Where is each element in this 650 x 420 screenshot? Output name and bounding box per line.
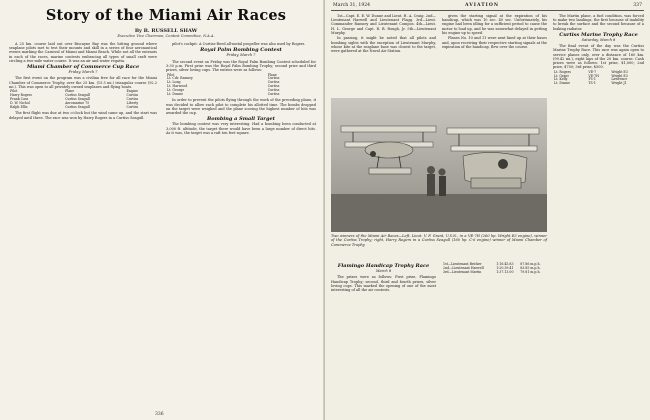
table-cell: Plane: [65, 89, 75, 94]
paragraph: In passing, it might be noted that all pilots and bombing sights with the exception of Lieutenant Murphy, whose kite at the seaplane base was closest to the target, were gathered at the Naval Air Station.: [331, 36, 436, 54]
table-cell: Curtiss: [126, 97, 139, 102]
table-cell: TS-1: [588, 77, 596, 82]
paragraph: The prizes were as follows: First prize, Flamingo Handicap Trophy; second, third and fourth prizes, silver loving cups. This marked the opening of one of the most interesting of all the air contests.: [331, 275, 436, 293]
table-cell: 1:37.13.00: [496, 269, 514, 274]
paragraph: The bombing contest was very interesting. Had a bombing been conducted at 3,000 ft. altitude, the target there would have been a large number of direct hits. As it was, the target was a raft ten feet square.: [166, 122, 316, 135]
table-cell: Engine: [126, 89, 138, 94]
right-column-1-top: [331, 14, 436, 96]
table-row: [9, 106, 157, 110]
table-cell: Lt. Rogers: [554, 69, 571, 74]
magazine-name: AVIATION: [465, 3, 500, 8]
table-cell: Pilot: [167, 72, 175, 77]
table-cell: 1:16.45.83: [496, 262, 514, 266]
table-cell: D. W. Nichol: [10, 100, 30, 105]
page-number-left: 336: [155, 412, 164, 417]
paragraph: pilot's cockpit. A Curtiss-Reed all-metal propeller was also used by Rogers.: [172, 42, 306, 46]
table-cell: Aeromarine 75: [65, 100, 90, 105]
table-cell: Liberty: [126, 100, 139, 105]
paragraph: The second event on Friday was the Royal Palm Bombing Contest scheduled for 3:30 p.m. First prize was the Royal Palm Bombing Trophy; second prize and third prizes, silver loving cups. The entries were as follows:: [166, 59, 316, 73]
table-cell: Lt. Harwood: [167, 84, 188, 88]
paragraph: The first flight was due at two o'clock but the wind came up, and the start was delayed until three. The race was won by Harry Rogers in a Curtiss Seagull.: [9, 111, 157, 120]
section-date: Friday, March 7: [226, 53, 256, 58]
table-cell: 1:20.39.41: [496, 265, 514, 270]
table-cell: Curtiss Seagull: [65, 93, 90, 98]
table-cell: 83.85 m.p.h.: [520, 265, 541, 270]
table-cell: Lt. Dunne: [167, 91, 184, 96]
entries-table: [9, 90, 157, 109]
table-cell: Frank Cass: [10, 97, 29, 102]
table-cell: 79.81 m.p.h.: [520, 269, 541, 274]
seaplanes-photo: [331, 98, 547, 232]
table-cell: Plane: [267, 72, 277, 77]
table-cell: VE-7: [588, 69, 597, 74]
right-column-2-top: [442, 14, 547, 96]
table-cell: 1st—Lieutenant Bricker: [443, 262, 482, 266]
article-title: Story of the Miami Air Races: [45, 7, 287, 24]
table-cell: Lt. Long: [167, 80, 181, 85]
table-cell: Curtiss: [267, 76, 280, 81]
table-cell: Curtiss: [126, 93, 139, 98]
entries-table: [553, 71, 644, 86]
results-paragraph: 1st—Capt. E. E. W. Dunne and Lieut. H. A. Craig. 2nd—Lieutenant Harwell and Lieutenant Flagg. 3rd—Lieut. Commander Ramsey and Lieutenant Compos. 4th—Lieut. H. L. George and Capt. R. B. Rough, Jr. 5th—Lieutenant Murphy.: [331, 14, 436, 35]
section-heading-royal-palm: Royal Palm Bombing Contest: [200, 47, 282, 54]
section-heading-small-target: Bombing a Small Target: [207, 116, 275, 123]
paragraph: The Martin plane, a fuel condition, was forced to make two landings, the first because of inability to break the surface and the second because of a leaking radiator.: [553, 14, 644, 31]
paragraph: The first event on the program was a civilian free for all race for the Miami Chamber of Commerce Trophy, over the 25 km. (15.5 mi.) triangular course (92.2 mi.). This was open to all privately owned seaplanes and flying boats.: [9, 76, 157, 89]
table-cell: Curtiss: [267, 84, 280, 88]
section-date: Saturday, March 8: [581, 38, 616, 43]
table-cell: Curtiss: [267, 80, 280, 85]
table-row: [166, 93, 316, 97]
table-cell: Curtiss: [126, 104, 139, 109]
photo-caption: Two winners of the Miami Air Races—Left, Lieut. V. F. Grant, U.S.N., in a VE-7H (260 hp. Wright E3 engine), winner of the Curtiss Trophy; right, Harry Rogers in a Curtiss Seagull (160 hp. C-6 engine) winner of Miami Chamber of Commerce Trophy: [331, 234, 547, 247]
table-cell: VE-7H: [588, 73, 599, 78]
byline: By B. RUSSELL SHAW: [134, 28, 198, 34]
table-cell: Harry Rogers: [10, 93, 32, 98]
table-cell: Pilot: [10, 89, 18, 94]
table-row: [442, 271, 547, 275]
table-cell: Lt. Grant: [554, 73, 569, 78]
table-cell: Curtiss Seagull: [65, 97, 90, 102]
results-table: [442, 263, 547, 274]
section-date: Friday, March 7: [68, 70, 98, 75]
table-cell: Ralph Ellis: [10, 104, 28, 109]
table-cell: 2nd—Lieutenant Harwell: [443, 265, 484, 270]
table-cell: 87.86 m.p.h.: [520, 262, 541, 266]
right-column-1-bottom: [331, 262, 436, 412]
table-cell: Curtiss Seagull: [65, 104, 90, 109]
byline-role: Executive Vice Chairman, Contest Committee, N.A.A.: [117, 34, 215, 38]
intro-paragraph: A 25 km. course laid out over Biscayne Bay was the hitting ground where seaplane pilots met to test their mounts and skill in a series of four aeronautical events marking the Carnival of Miami and Miami Beach. While not all the entrants in each of the races, marine contests embracing all types of small craft were circling a two-mile water course. It was an air and water regatta.: [9, 42, 157, 63]
left-column-1: [9, 42, 157, 412]
table-cell: Curtiss: [267, 91, 280, 96]
section-heading-curtiss-marine: Curtiss Marine Trophy Race: [559, 31, 638, 38]
table-cell: Lt. Kelly: [554, 77, 568, 82]
right-column-2-bottom: [442, 262, 547, 412]
table-cell: Wright E3: [611, 73, 628, 78]
right-column-3: [553, 14, 644, 412]
table-cell: Lt. Dunne: [554, 81, 571, 86]
table-cell: TS-1: [588, 81, 596, 86]
table-cell: Curtiss: [267, 87, 280, 92]
section-heading-chamber-cup: Miami Chamber of Commerce Cup Race: [26, 64, 140, 71]
left-column-2: [166, 42, 316, 412]
entries-table: [166, 74, 316, 97]
header-rule: [331, 10, 644, 11]
paragraph: The final event of the day was the Curtiss Marine Trophy Race. This race was again open to service planes only, over a distance of 160 km. (99.42 mi.), eight laps of the 20 km. course. Cash prizes were as follows: 1st prize, $1,000; 2nd prize, $750; 3rd prize, $500.: [553, 44, 644, 70]
table-cell: Lawrence: [611, 77, 628, 82]
section-date: March 8: [375, 269, 392, 274]
section-heading-flamingo: Flamingo Handicap Trophy Race: [337, 263, 430, 269]
paragraph: given the starting signal at the expiration of his handicap, which was 10 sec. 40 sec. Unfortunately, his engine had been idling for a sufficient period to cause the motor to load up, and he was somewhat delayed in getting his engine up to speed.: [442, 14, 547, 35]
table-cell: Wright J1: [611, 81, 627, 86]
page-number-right: 337: [633, 3, 642, 8]
right-page: [325, 0, 650, 420]
issue-date: March 31, 1924: [333, 3, 371, 8]
paragraph: Planes No. 10 and 11 were next lined up at their bases and, upon receiving their respective starting signals at the expiration of the handicap, flew over the course.: [442, 36, 547, 49]
photo-illustration: [331, 98, 547, 232]
table-row: [553, 82, 644, 86]
table-cell: Lt. George: [167, 87, 185, 92]
table-cell: 3rd—Lieutenant Martin: [443, 269, 482, 274]
table-cell: Lt. Cdr. Ramsey: [167, 76, 193, 81]
table-cell: Wright E3: [611, 69, 628, 74]
paragraph: In order to prevent the pilots flying through the work of the preceding plane, it was decided to allow each pilot to complete his allotted time. The bombs dropped on the target were weighed and the plane scoring the highest number of hits was awarded the cup.: [166, 98, 316, 115]
